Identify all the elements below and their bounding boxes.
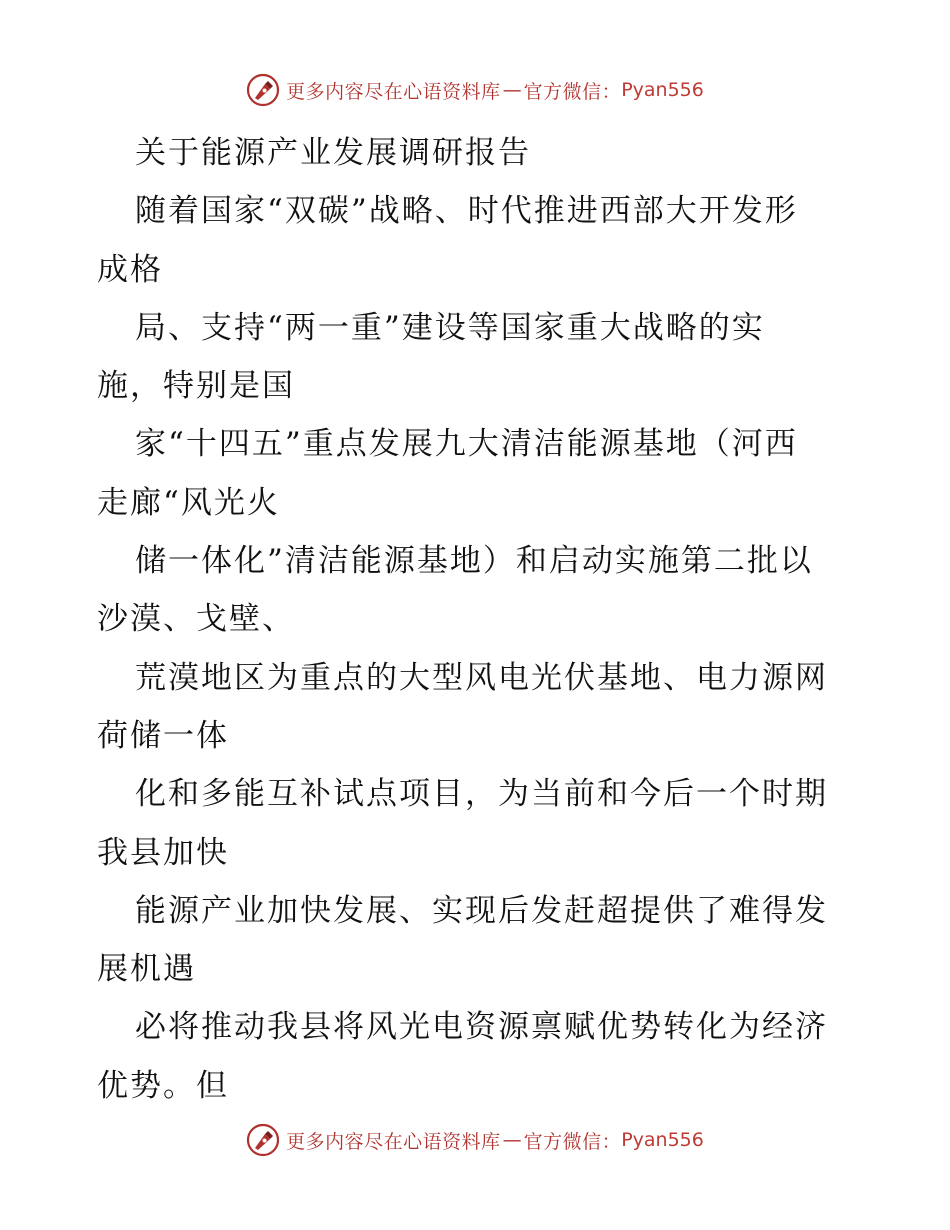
text-line: 我县加快 bbox=[97, 834, 229, 871]
watermark-wechat-label: 官方微信： bbox=[523, 1130, 622, 1153]
text-line: 优势。但 bbox=[97, 1067, 229, 1104]
text-line: 走廊“风光火 bbox=[97, 484, 280, 521]
watermark-separator: — bbox=[502, 1129, 522, 1151]
text-line: 展机遇 bbox=[97, 951, 196, 988]
watermark-wechat-id: Pyan556 bbox=[621, 79, 704, 101]
text-line: 化和多能互补试点项目，为当前和今后一个时期 bbox=[135, 776, 828, 813]
watermark-wechat-label: 官方微信： bbox=[523, 80, 622, 103]
text-line: 施，特别是国 bbox=[97, 368, 295, 405]
watermark-wechat-id: Pyan556 bbox=[621, 1129, 704, 1151]
text-line: 荒漠地区为重点的大型风电光伏基地、电力源网 bbox=[135, 659, 828, 696]
watermark-separator: — bbox=[502, 79, 522, 101]
watermark-text: 更多内容尽在心语资料库 bbox=[286, 1130, 501, 1153]
text-line: 成格 bbox=[97, 251, 163, 288]
text-line: 荷储一体 bbox=[97, 717, 229, 754]
header-watermark bbox=[0, 70, 950, 110]
footer-watermark bbox=[0, 1120, 950, 1160]
document-title: 关于能源产业发展调研报告 bbox=[135, 135, 531, 171]
text-line: 储一体化”清洁能源基地）和启动实施第二批以 bbox=[135, 543, 813, 580]
text-line: 局、支持“两一重”建设等国家重大战略的实 bbox=[135, 309, 765, 346]
text-line: 必将推动我县将风光电资源禀赋优势转化为经济 bbox=[135, 1009, 828, 1046]
document-body bbox=[97, 124, 857, 1115]
text-line: 沙漠、戈壁、 bbox=[97, 601, 295, 638]
text-line: 能源产业加快发展、实现后发赶超提供了难得发 bbox=[135, 892, 828, 929]
pen-nib-logo-icon bbox=[246, 73, 280, 107]
pen-nib-logo-icon bbox=[246, 1123, 280, 1157]
text-line: 家“十四五”重点发展九大清洁能源基地（河西 bbox=[135, 426, 798, 463]
watermark-text: 更多内容尽在心语资料库 bbox=[286, 80, 501, 103]
text-line: 随着国家“双碳”战略、时代推进西部大开发形 bbox=[135, 193, 798, 230]
